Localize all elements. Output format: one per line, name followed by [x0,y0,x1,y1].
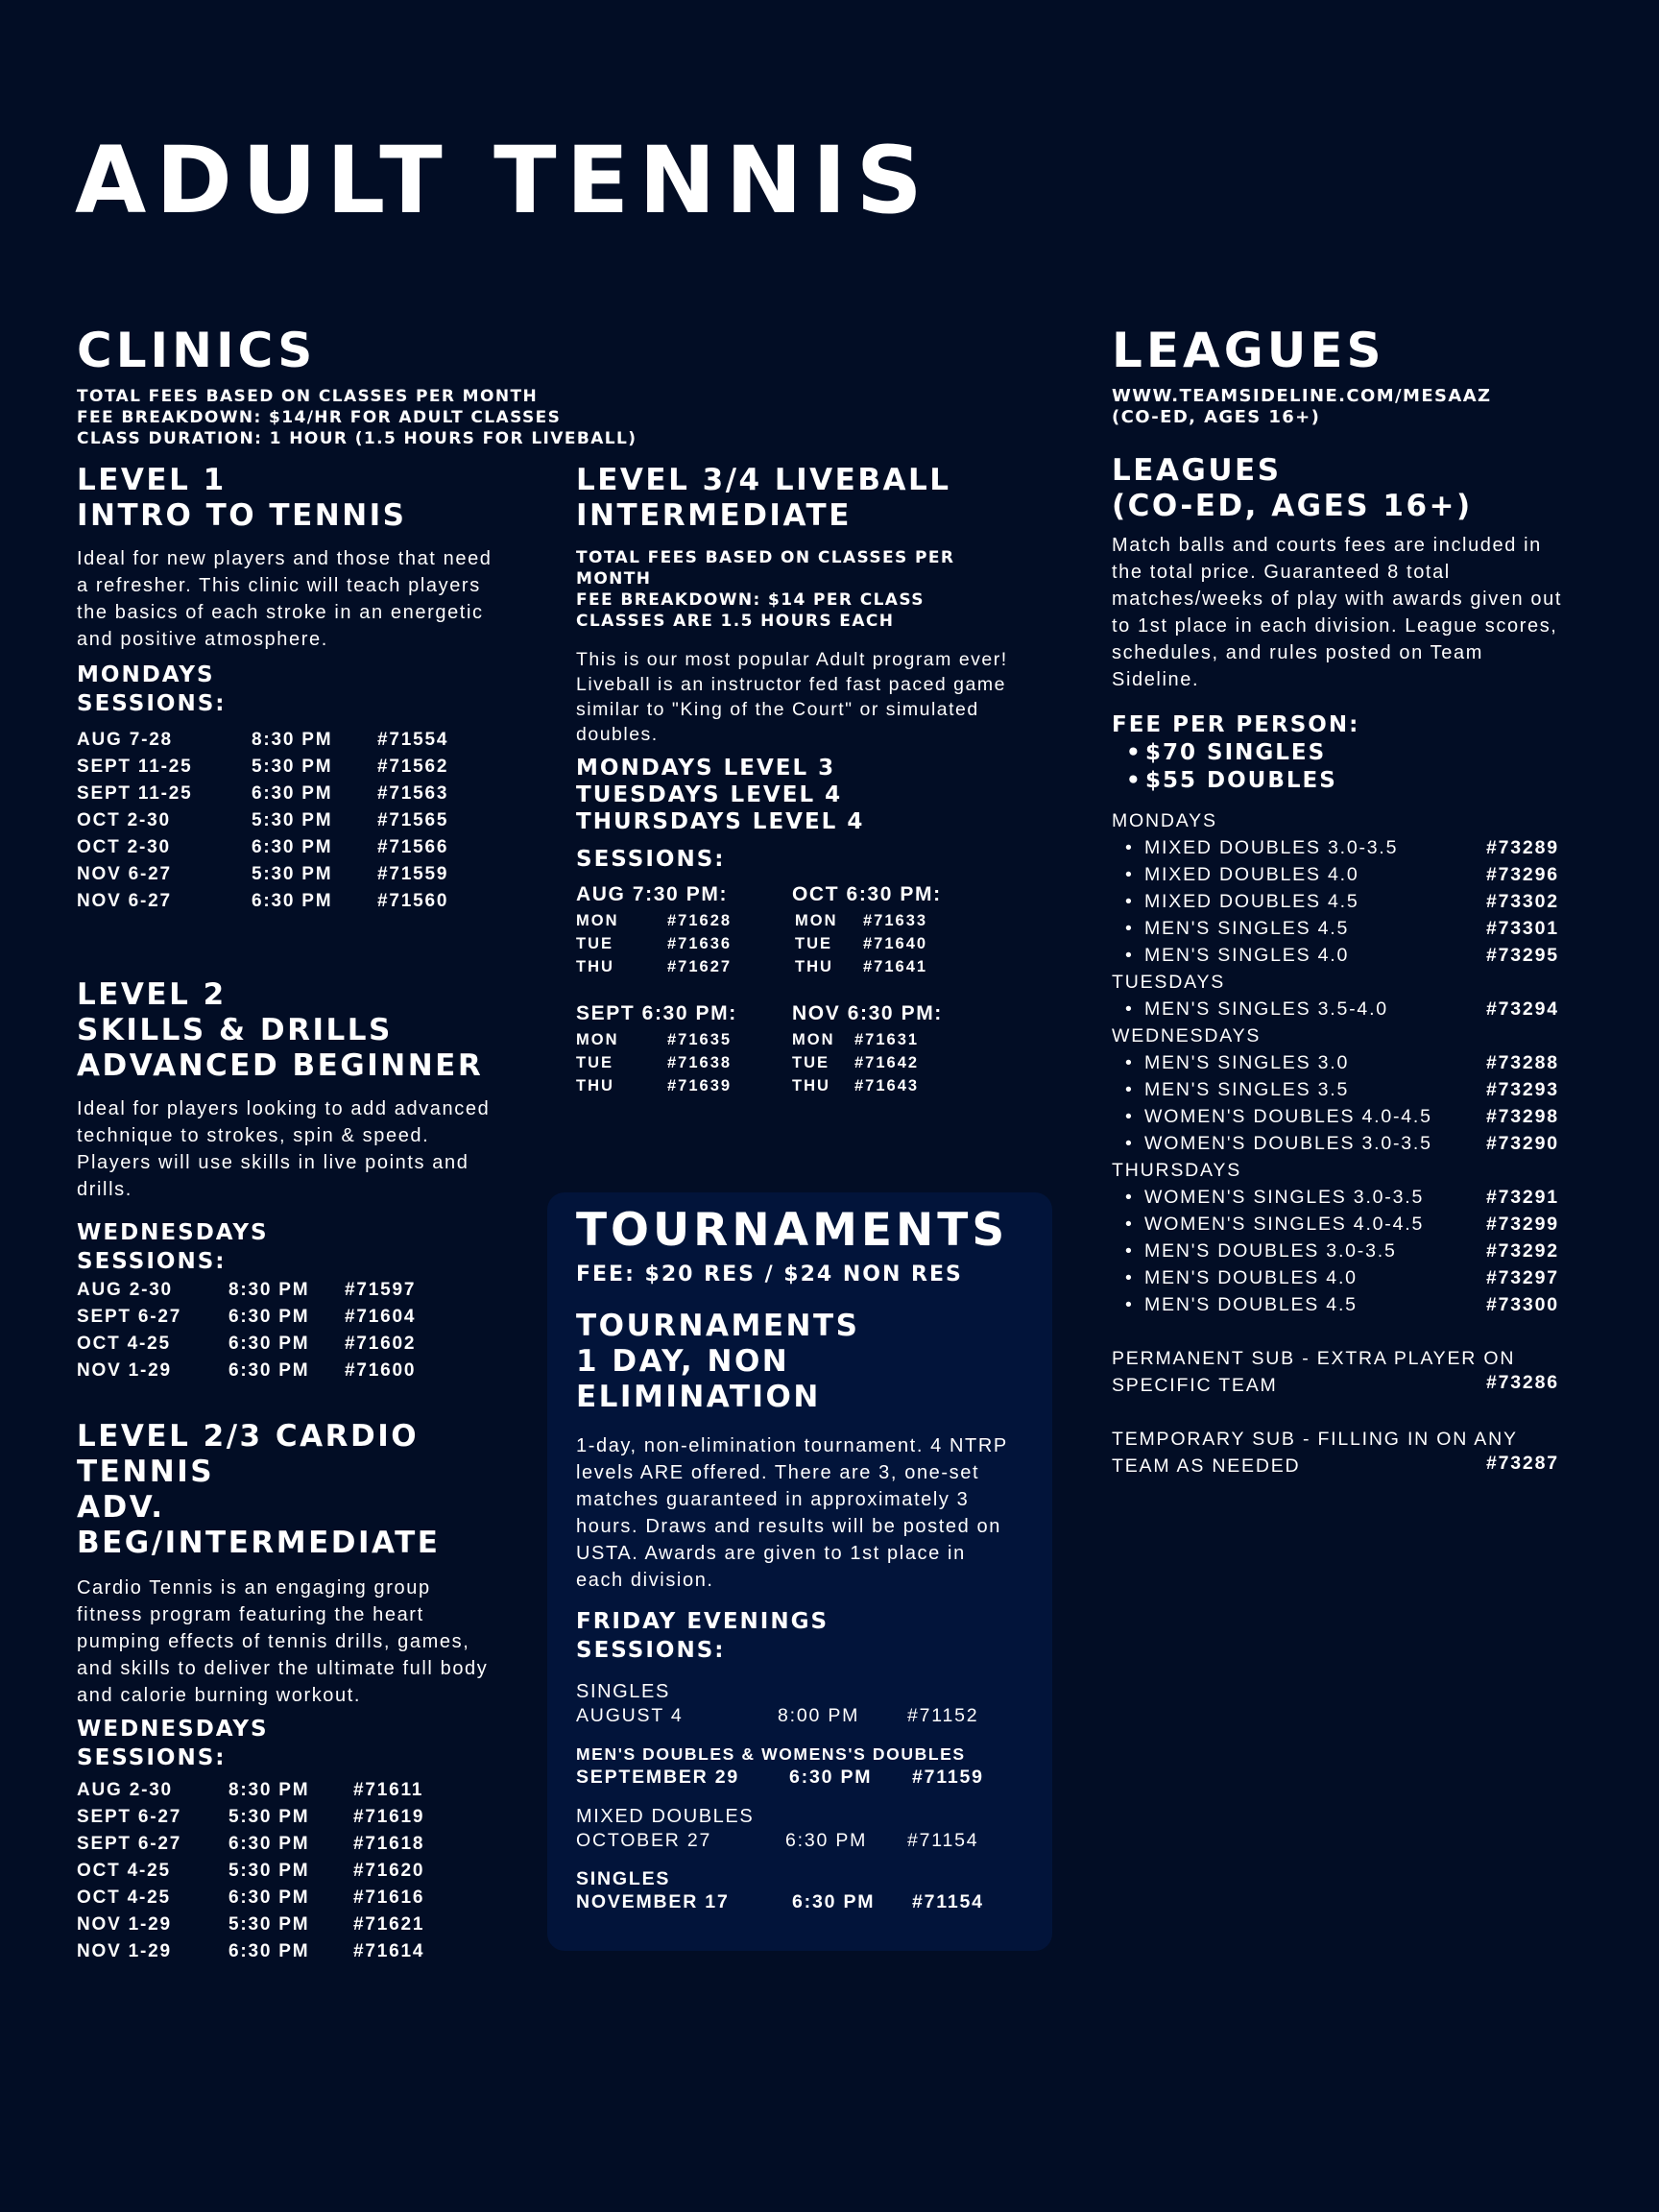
tournament-time: 6:30 PM [792,1891,876,1912]
level1-sessions-label: SESSIONS: [77,691,227,716]
league-item [1112,998,1573,1025]
session-date: OCT 4-25 [77,1861,171,1881]
league-item [1112,1214,1573,1240]
liveball-day: MON [795,912,838,929]
league-day [1112,972,1573,998]
liveball-row [792,1054,1003,1077]
session-date: AUG 2-30 [77,1780,173,1800]
league-code: #73299 [1486,1214,1559,1235]
session-time: 8:30 PM [228,1780,310,1800]
leagues-section [1112,323,1573,1482]
league-name: • MIXED DOUBLES 4.5 [1144,891,1359,913]
league-code: #73288 [1486,1052,1559,1073]
league-sub-text: TEMPORARY SUB - FILLING IN ON ANY [1112,1429,1518,1450]
session-row [77,1780,528,1807]
league-name: • MEN'S SINGLES 3.5 [1144,1079,1349,1101]
tournament-event [576,1742,1027,1793]
league-day-label: MONDAYS [1112,810,1217,831]
league-code: #73296 [1486,864,1559,885]
liveball-code: #71633 [863,912,928,929]
tournament-date: NOVEMBER 17 [576,1891,730,1912]
session-code: #71621 [353,1914,425,1935]
liveball-day: TUE [576,1054,613,1071]
liveball-block-header: OCT 6:30 PM: [792,883,942,905]
session-date: OCT 4-25 [77,1887,171,1908]
session-time: 5:30 PM [252,864,333,884]
clinics-note: TOTAL FEES BASED ON CLASSES PER MONTH [77,387,539,406]
session-time: 6:30 PM [228,1887,310,1908]
league-code: #73293 [1486,1079,1559,1100]
session-code: #71559 [377,864,449,884]
league-name: • MIXED DOUBLES 3.0-3.5 [1144,837,1398,859]
league-sub-line [1112,1455,1573,1482]
level34-note: FEE BREAKDOWN: $14 PER CLASS [576,590,925,610]
liveball-day: MON [792,1031,835,1048]
leagues-fees [1112,739,1573,795]
liveball-code: #71639 [667,1077,733,1094]
liveball-row [792,1031,1003,1054]
tournaments-day: FRIDAY EVENINGS [576,1609,830,1634]
leagues-info [1112,386,1573,428]
league-sub [1112,1429,1573,1482]
session-date: NOV 1-29 [77,1914,172,1935]
session-date: SEPT 6-27 [77,1307,182,1327]
session-time: 6:30 PM [228,1360,310,1381]
league-item [1112,1133,1573,1160]
level34-title: LEVEL 3/4 LIVEBALL [576,463,951,497]
league-code: #73300 [1486,1294,1559,1315]
liveball-code: #71636 [667,935,733,952]
tournament-event [576,1678,1027,1732]
liveball-day: TUE [795,935,832,952]
session-time: 6:30 PM [228,1834,310,1854]
league-name: • MEN'S SINGLES 4.0 [1144,945,1349,967]
tournament-type: MIXED DOUBLES [576,1806,755,1827]
session-code: #71602 [345,1334,417,1354]
session-code: #71604 [345,1307,417,1327]
session-date: SEPT 11-25 [77,757,193,777]
liveball-code: #71635 [667,1031,733,1048]
league-code: #73295 [1486,945,1559,966]
session-date: SEPT 6-27 [77,1834,182,1854]
clinics-notes [77,386,637,449]
session-date: SEPT 11-25 [77,783,193,804]
league-code: #73298 [1486,1106,1559,1127]
league-sub-line [1112,1348,1573,1375]
league-code: #73292 [1486,1240,1559,1262]
session-code: #71620 [353,1861,425,1881]
session-row [77,757,499,783]
liveball-row [576,1077,787,1100]
league-day-label: WEDNESDAYS [1112,1025,1262,1046]
liveball-row [792,958,1003,981]
liveball-block [576,883,787,981]
liveball-day: TUE [576,935,613,952]
level23-day: WEDNESDAYS [77,1717,269,1742]
session-row [77,1334,499,1360]
session-row [77,1307,499,1334]
league-item [1112,945,1573,972]
leagues-heading: LEAGUES [1112,323,1385,378]
liveball-code: #71628 [667,912,733,929]
session-code: #71619 [353,1807,425,1827]
level1-section [77,463,499,918]
session-time: 5:30 PM [228,1807,310,1827]
session-date: AUG 2-30 [77,1280,173,1300]
tournament-time: 8:00 PM [778,1705,860,1726]
level2-subtitle: SKILLS & DRILLS [77,1013,393,1047]
session-row [77,1887,528,1914]
session-code: #71614 [353,1941,425,1961]
tournament-row [576,1767,1027,1793]
clinics-section [77,323,637,449]
session-code: #71562 [377,757,449,777]
league-item [1112,1267,1573,1294]
liveball-day: THU [792,1077,830,1094]
level34-sessions-label: SESSIONS: [576,847,726,872]
session-time: 8:30 PM [252,730,333,750]
session-time: 5:30 PM [228,1861,310,1881]
league-name: • WOMEN'S DOUBLES 4.0-4.5 [1144,1106,1432,1128]
tournament-type: SINGLES [576,1681,670,1702]
league-name: • WOMEN'S SINGLES 4.0-4.5 [1144,1214,1424,1236]
level23-title: LEVEL 2/3 CARDIO TENNIS [77,1419,420,1489]
session-time: 6:30 PM [228,1334,310,1354]
session-code: #71566 [377,837,449,857]
tournament-code: #71152 [907,1705,979,1726]
session-code: #71554 [377,730,449,750]
tournament-code: #71159 [912,1767,984,1788]
league-item [1112,1187,1573,1214]
session-date: NOV 6-27 [77,864,172,884]
level2-day: WEDNESDAYS [77,1220,269,1245]
level2-session-list [77,1280,499,1387]
level34-day: MONDAYS LEVEL 3 [576,756,836,781]
session-code: #71616 [353,1887,425,1908]
level34-section [576,463,1027,874]
tournaments-description: 1-day, non-elimination tournament. 4 NTRP levels ARE offered. There are 3, one-set matches guaranteed in approximately 3 hours. Draws and results will be posted on USTA. Awards are given to 1st place in each division. [576,1435,1008,1591]
league-day-label: THURSDAYS [1112,1160,1242,1181]
league-item [1112,1052,1573,1079]
liveball-block-header: AUG 7:30 PM: [576,883,729,905]
league-sub-code: #73286 [1486,1372,1559,1393]
level34-day: TUESDAYS LEVEL 4 [576,782,843,807]
league-code: #73294 [1486,998,1559,1020]
liveball-block [576,1002,787,1100]
league-name: • MIXED DOUBLES 4.0 [1144,864,1359,886]
leagues-info-line: (CO-ED, AGES 16+) [1112,407,1321,427]
level23-section [77,1419,528,1968]
league-code: #73290 [1486,1133,1559,1154]
leagues-subtitle: (CO-ED, AGES 16+) [1112,489,1473,523]
session-time: 5:30 PM [252,810,333,830]
tournament-code: #71154 [907,1830,979,1851]
tournaments-fee: FEE: $20 RES / $24 NON RES [576,1262,963,1286]
liveball-code: #71643 [854,1077,920,1094]
level34-day: THURSDAYS LEVEL 4 [576,809,865,834]
liveball-day: TUE [792,1054,830,1071]
league-name: • MEN'S DOUBLES 4.5 [1144,1294,1358,1316]
session-time: 5:30 PM [252,757,333,777]
league-sub [1112,1348,1573,1402]
level2-description: Ideal for players looking to add advanced technique to strokes, spin & speed. Players will use skills in live points and drills. [77,1098,491,1200]
leagues-url[interactable]: WWW.TEAMSIDELINE.COM/MESAAZ [1112,386,1492,406]
level2-title: LEVEL 2 [77,977,227,1012]
leagues-description: Match balls and courts fees are included in the total price. Guaranteed 8 total matches/weeks of play with awards given out to 1st place in each division. League scores, schedules, and rules posted on Team Sideline. [1112,535,1562,690]
league-day-label: TUESDAYS [1112,972,1226,993]
liveball-block-header: SEPT 6:30 PM: [576,1002,737,1024]
clinics-note: CLASS DURATION: 1 HOUR (1.5 HOURS FOR LIVEBALL) [77,429,637,448]
liveball-row [792,935,1003,958]
level23-description: Cardio Tennis is an engaging group fitness program featuring the heart pumping effects of tennis drills, games, and skills to deliver the ultimate full body and calorie burning workout. [77,1577,489,1706]
session-code: #71565 [377,810,449,830]
session-time: 6:30 PM [252,783,333,804]
session-date: AUG 7-28 [77,730,173,750]
session-time: 6:30 PM [252,891,333,911]
tournament-row [576,1891,1027,1918]
league-name: • MEN'S DOUBLES 4.0 [1144,1267,1358,1289]
liveball-day: MON [576,912,619,929]
league-code: #73297 [1486,1267,1559,1288]
league-day [1112,810,1573,837]
session-date: NOV 1-29 [77,1360,172,1381]
session-code: #71563 [377,783,449,804]
session-row [77,1360,499,1387]
session-date: OCT 2-30 [77,810,171,830]
liveball-row [576,935,787,958]
league-schedule [1112,810,1573,1321]
league-item [1112,837,1573,864]
league-sub-line [1112,1372,1573,1402]
session-time: 6:30 PM [228,1941,310,1961]
tournament-date: SEPTEMBER 29 [576,1767,740,1788]
session-row [77,1834,528,1861]
session-row [77,730,499,757]
session-row [77,1861,528,1887]
level34-note: TOTAL FEES BASED ON CLASSES PER MONTH [576,548,955,589]
league-name: • WOMEN'S SINGLES 3.0-3.5 [1144,1187,1424,1209]
liveball-code: #71641 [863,958,928,975]
league-day [1112,1025,1573,1052]
tournament-time: 6:30 PM [785,1830,868,1851]
session-row [77,837,499,864]
league-name: • WOMEN'S DOUBLES 3.0-3.5 [1144,1133,1432,1155]
fee-item: • $55 DOUBLES [1145,767,1573,795]
league-item [1112,918,1573,945]
tournaments-subtitle: 1 DAY, NON ELIMINATION [576,1344,821,1414]
league-item [1112,891,1573,918]
liveball-block [792,1002,1003,1100]
tournament-event [576,1866,1027,1918]
tournament-time: 6:30 PM [789,1767,873,1788]
level34-notes [576,547,1027,632]
clinics-note: FEE BREAKDOWN: $14/HR FOR ADULT CLASSES [77,408,562,427]
level2-sessions-label: SESSIONS: [77,1249,227,1274]
session-row [77,783,499,810]
liveball-code: #71642 [854,1054,920,1071]
liveball-row [576,912,787,935]
level1-description: Ideal for new players and those that need a refresher. This clinic will teach players the basics of each stroke in an energetic and positive atmosphere. [77,548,493,650]
league-name: • MEN'S SINGLES 3.0 [1144,1052,1349,1074]
session-date: NOV 1-29 [77,1941,172,1961]
league-code: #73301 [1486,918,1559,939]
level23-subtitle: ADV. BEG/INTERMEDIATE [77,1490,441,1560]
level34-description: This is our most popular Adult program ever! Liveball is an instructor fed fast paced game similar to "King of the Court" or simulated doubles. [576,649,1008,745]
tournament-code: #71154 [912,1891,984,1912]
session-row [77,810,499,837]
session-row [77,1807,528,1834]
session-time: 8:30 PM [228,1280,310,1300]
session-row [77,1914,528,1941]
session-row [77,864,499,891]
liveball-block-header: NOV 6:30 PM: [792,1002,943,1024]
tournaments-subtitle: TOURNAMENTS [576,1309,860,1343]
league-item [1112,1240,1573,1267]
tournament-type: MEN'S DOUBLES & WOMENS'S DOUBLES [576,1744,966,1764]
liveball-code: #71631 [854,1031,920,1048]
league-code: #73291 [1486,1187,1559,1208]
session-time: 5:30 PM [228,1914,310,1935]
level2-subtitle: ADVANCED BEGINNER [77,1048,484,1083]
level1-subtitle: INTRO TO TENNIS [77,498,407,533]
session-time: 6:30 PM [228,1307,310,1327]
session-code: #71597 [345,1280,417,1300]
leagues-fee-label: FEE PER PERSON: [1112,712,1360,737]
league-sub-line [1112,1429,1573,1455]
league-name: • MEN'S SINGLES 3.5-4.0 [1144,998,1388,1021]
session-code: #71618 [353,1834,425,1854]
liveball-day: MON [576,1031,619,1048]
session-code: #71611 [353,1780,424,1800]
liveball-row [576,1054,787,1077]
tournament-type: SINGLES [576,1868,671,1889]
league-item [1112,864,1573,891]
liveball-code: #71627 [667,958,733,975]
tournaments-sessions-label: SESSIONS: [576,1638,726,1663]
league-item [1112,1079,1573,1106]
session-code: #71600 [345,1360,417,1381]
league-sub-text: TEAM AS NEEDED [1112,1455,1301,1477]
page-title: ADULT TENNIS [75,127,932,234]
liveball-block [792,883,1003,981]
level34-note: CLASSES ARE 1.5 HOURS EACH [576,612,895,631]
session-row [77,1941,528,1968]
session-date: NOV 6-27 [77,891,172,911]
liveball-day: THU [576,1077,614,1094]
level23-session-list [77,1780,528,1968]
session-date: OCT 2-30 [77,837,171,857]
liveball-row [792,1077,1003,1100]
tournament-date: OCTOBER 27 [576,1830,712,1851]
liveball-row [576,958,787,981]
liveball-row [792,912,1003,935]
fee-item: • $70 SINGLES [1145,739,1573,767]
session-code: #71560 [377,891,449,911]
level2-section [77,977,499,1387]
tournament-event [576,1803,1027,1857]
session-date: SEPT 6-27 [77,1807,182,1827]
liveball-day: THU [795,958,833,975]
tournaments-heading: TOURNAMENTS [576,1204,1009,1257]
clinics-heading: CLINICS [77,323,317,378]
tournaments-section [576,1204,1027,1918]
liveball-code: #71638 [667,1054,733,1071]
level23-sessions-label: SESSIONS: [77,1745,227,1770]
level1-title: LEVEL 1 [77,463,227,497]
tournament-row [576,1705,1027,1732]
level34-subtitle: INTERMEDIATE [576,498,852,533]
level1-session-list [77,730,499,918]
session-date: OCT 4-25 [77,1334,171,1354]
tournament-row [576,1830,1027,1857]
liveball-day: THU [576,958,614,975]
session-time: 6:30 PM [252,837,333,857]
tournament-date: AUGUST 4 [576,1705,684,1726]
leagues-subtitle: LEAGUES [1112,453,1282,488]
league-item [1112,1106,1573,1133]
league-sub-text: PERMANENT SUB - EXTRA PLAYER ON [1112,1348,1516,1369]
league-sub-code: #73287 [1486,1453,1559,1474]
league-sub-text: SPECIFIC TEAM [1112,1375,1278,1396]
session-row [77,891,499,918]
session-row [77,1280,499,1307]
league-day [1112,1160,1573,1187]
league-code: #73289 [1486,837,1559,858]
liveball-row [576,1031,787,1054]
liveball-code: #71640 [863,935,928,952]
league-name: • MEN'S DOUBLES 3.0-3.5 [1144,1240,1397,1262]
level34-days [576,755,1027,835]
league-name: • MEN'S SINGLES 4.5 [1144,918,1349,940]
level1-day: MONDAYS [77,662,215,687]
league-item [1112,1294,1573,1321]
league-code: #73302 [1486,891,1559,912]
